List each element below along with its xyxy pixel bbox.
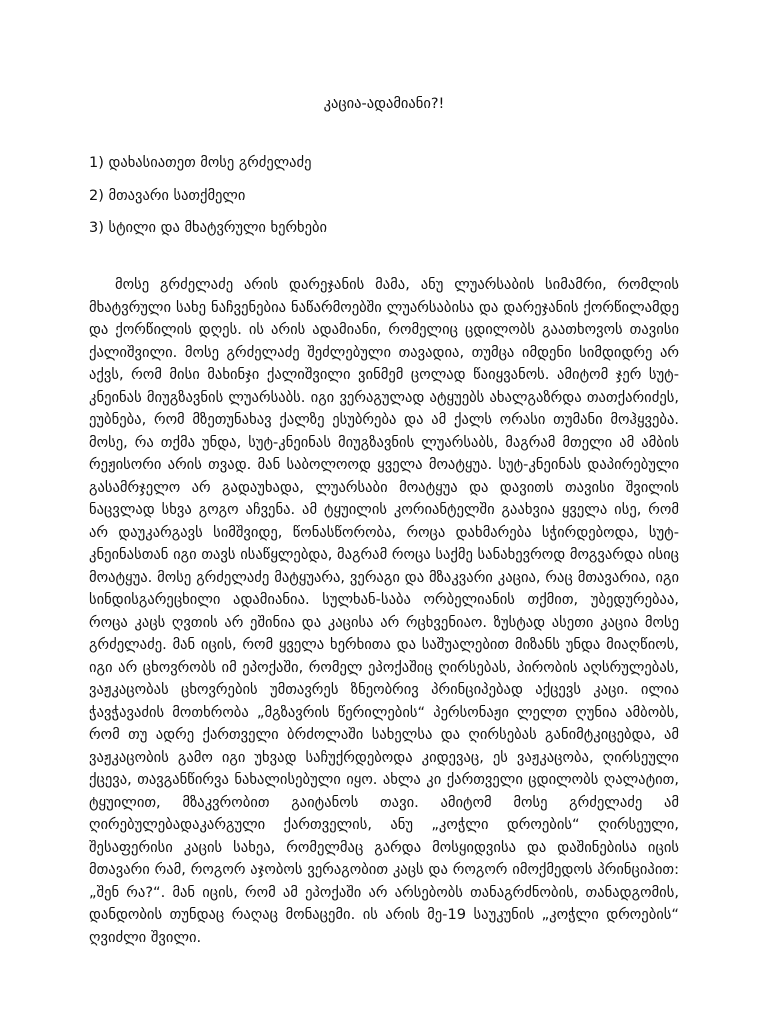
- outline-item-2: 2) მთავარი სათქმელი: [89, 187, 246, 204]
- outline-item-1: 1) დახასიათეთ მოსე გრძელაძე: [89, 155, 312, 171]
- outline-item-3: 3) სტილი და მხატვრული ხერხები: [89, 220, 327, 236]
- outline-list: [89, 153, 689, 251]
- document-title: კაცია-ადამიანი?!: [323, 96, 445, 112]
- body-paragraph: მოსე გრძელაძე არის დარეჯანის მამა, ანუ ლუარსაბის სიმამრი, რომლის მხატვრული სახე ნაჩვენებია ნაწარმოებში ლუარსაბისა და დარეჯანის ქორწილამდე და ქორწილის დღეს. ის არის ადამიანი, რომელიც ცდილობს გაათხოვოს თავისი ქალიშვილი. მოსე გრძელაძე შეძლებული თავადია, თუმცა იმდენი სიმდიდრე არ აქვს, რომ მისი მახინჯი ქალიშვილი ვინმემ ცოლად წაიყვანოს. ამიტომ ჯერ სუტ-კნეინას მიუგზავნის ლუარსაბს. იგი ვერაგულად ატყუებს ახალგაზრდა თათქარიძეს, ეუბნება, რომ მზეთუნახავ ქალზე ესუბრება და ამ ქალს ორასი თუმანი მოჰყვება. მოსე, რა თქმა უნდა, სუტ-კნეინას მიუგზავნის ლუარსაბს, მაგრამ მთელი ამ ამბის რეჟისორი არის თვად. მან საბოლოოდ ყველა მოატყუა. სუტ-კნეინას დაპირებული გასამრჯელო არ გადაუხადა, ლუარსაბი მოატყუა და დავითს თავისი შვილის ნაცვლად სხვა გოგო აჩვენა. ამ ტყუილის კორიანტელში გაახვია ყველა ისე, რომ არ დაუკარგავს სიმშვიდე, წონასწორობა, როცა დახმარება სჭირდებოდა, სუტ-კნეინასთან იგი თავს ისაწყლებდა, მაგრამ როცა საქმე სანახევროდ მოგვარდა ისიც მოატყუა. მოსე გრძელაძე მატყუარა, ვერაგი და მზაკვარი კაცია, რაც მთავარია, იგი სინდისგარეცხილი ადამიანია. სულხან-საბა ორბელიანის თქმით, უბედურებაა, როცა კაცს ღვთის არ ეშინია და კაცისა არ რცხვენიაო. ზუსტად ასეთი კაცია მოსე გრძელაძე. მან იცის, რომ ყველა ხერხითა და საშუალებით მიზანს უნდა მიაღწიოს, იგი არ ცხოვრობს იმ ეპოქაში, რომელ ეპოქაშიც ღირსებას, პირობის აღსრულებას, ვაჟკაცობას ცხოვრების უმთავრეს ზნეობრივ პრინციპებად აქცევს კაცი. ილია ჭავჭავაძის მოთხრობა „მგზავრის წერილების“ პერსონაჟი ლელთ ღუნია ამბობს, რომ თუ ადრე ქართველი ბრძოლაში სახელსა და ღირსებას განიმტკიცებდა, ამ ვაჟკაცობის გამო იგი უხვად საჩუქრდებოდა კიდევაც, ეს ვაჟკაცობა, ღირსეული ქცევა, თავგანწირვა ნახალისებული იყო. ახლა კი ქართველი ცდილობს ღალატით, ტყუილით, მზაკვრობით გაიტანოს თავი. ამიტომ მოსე გრძელაძე ამ ღირებულებადაკარგული ქართველის, ანუ „კოჭლი დროების“ ღირსეული, შესაფერისი კაცის სახეა, რომელმაც გარდა მოსყიდვისა და დაშინებისა იცის მთავარი რამ, როგორ აჯობოს ვერაგობით კაცს და როგორ იმოქმედოს პრინციპით: „შენ რა?“. მან იცის, რომ ამ ეპოქაში არ არსებობს თანაგრძნობის, თანადგომის, დანდობის თუნდაც რაღაც მონაცემი. ის არის მე-19 საუკუნის „კოჭლი დროების“ ღვიძლი შვილი.: [89, 276, 679, 946]
